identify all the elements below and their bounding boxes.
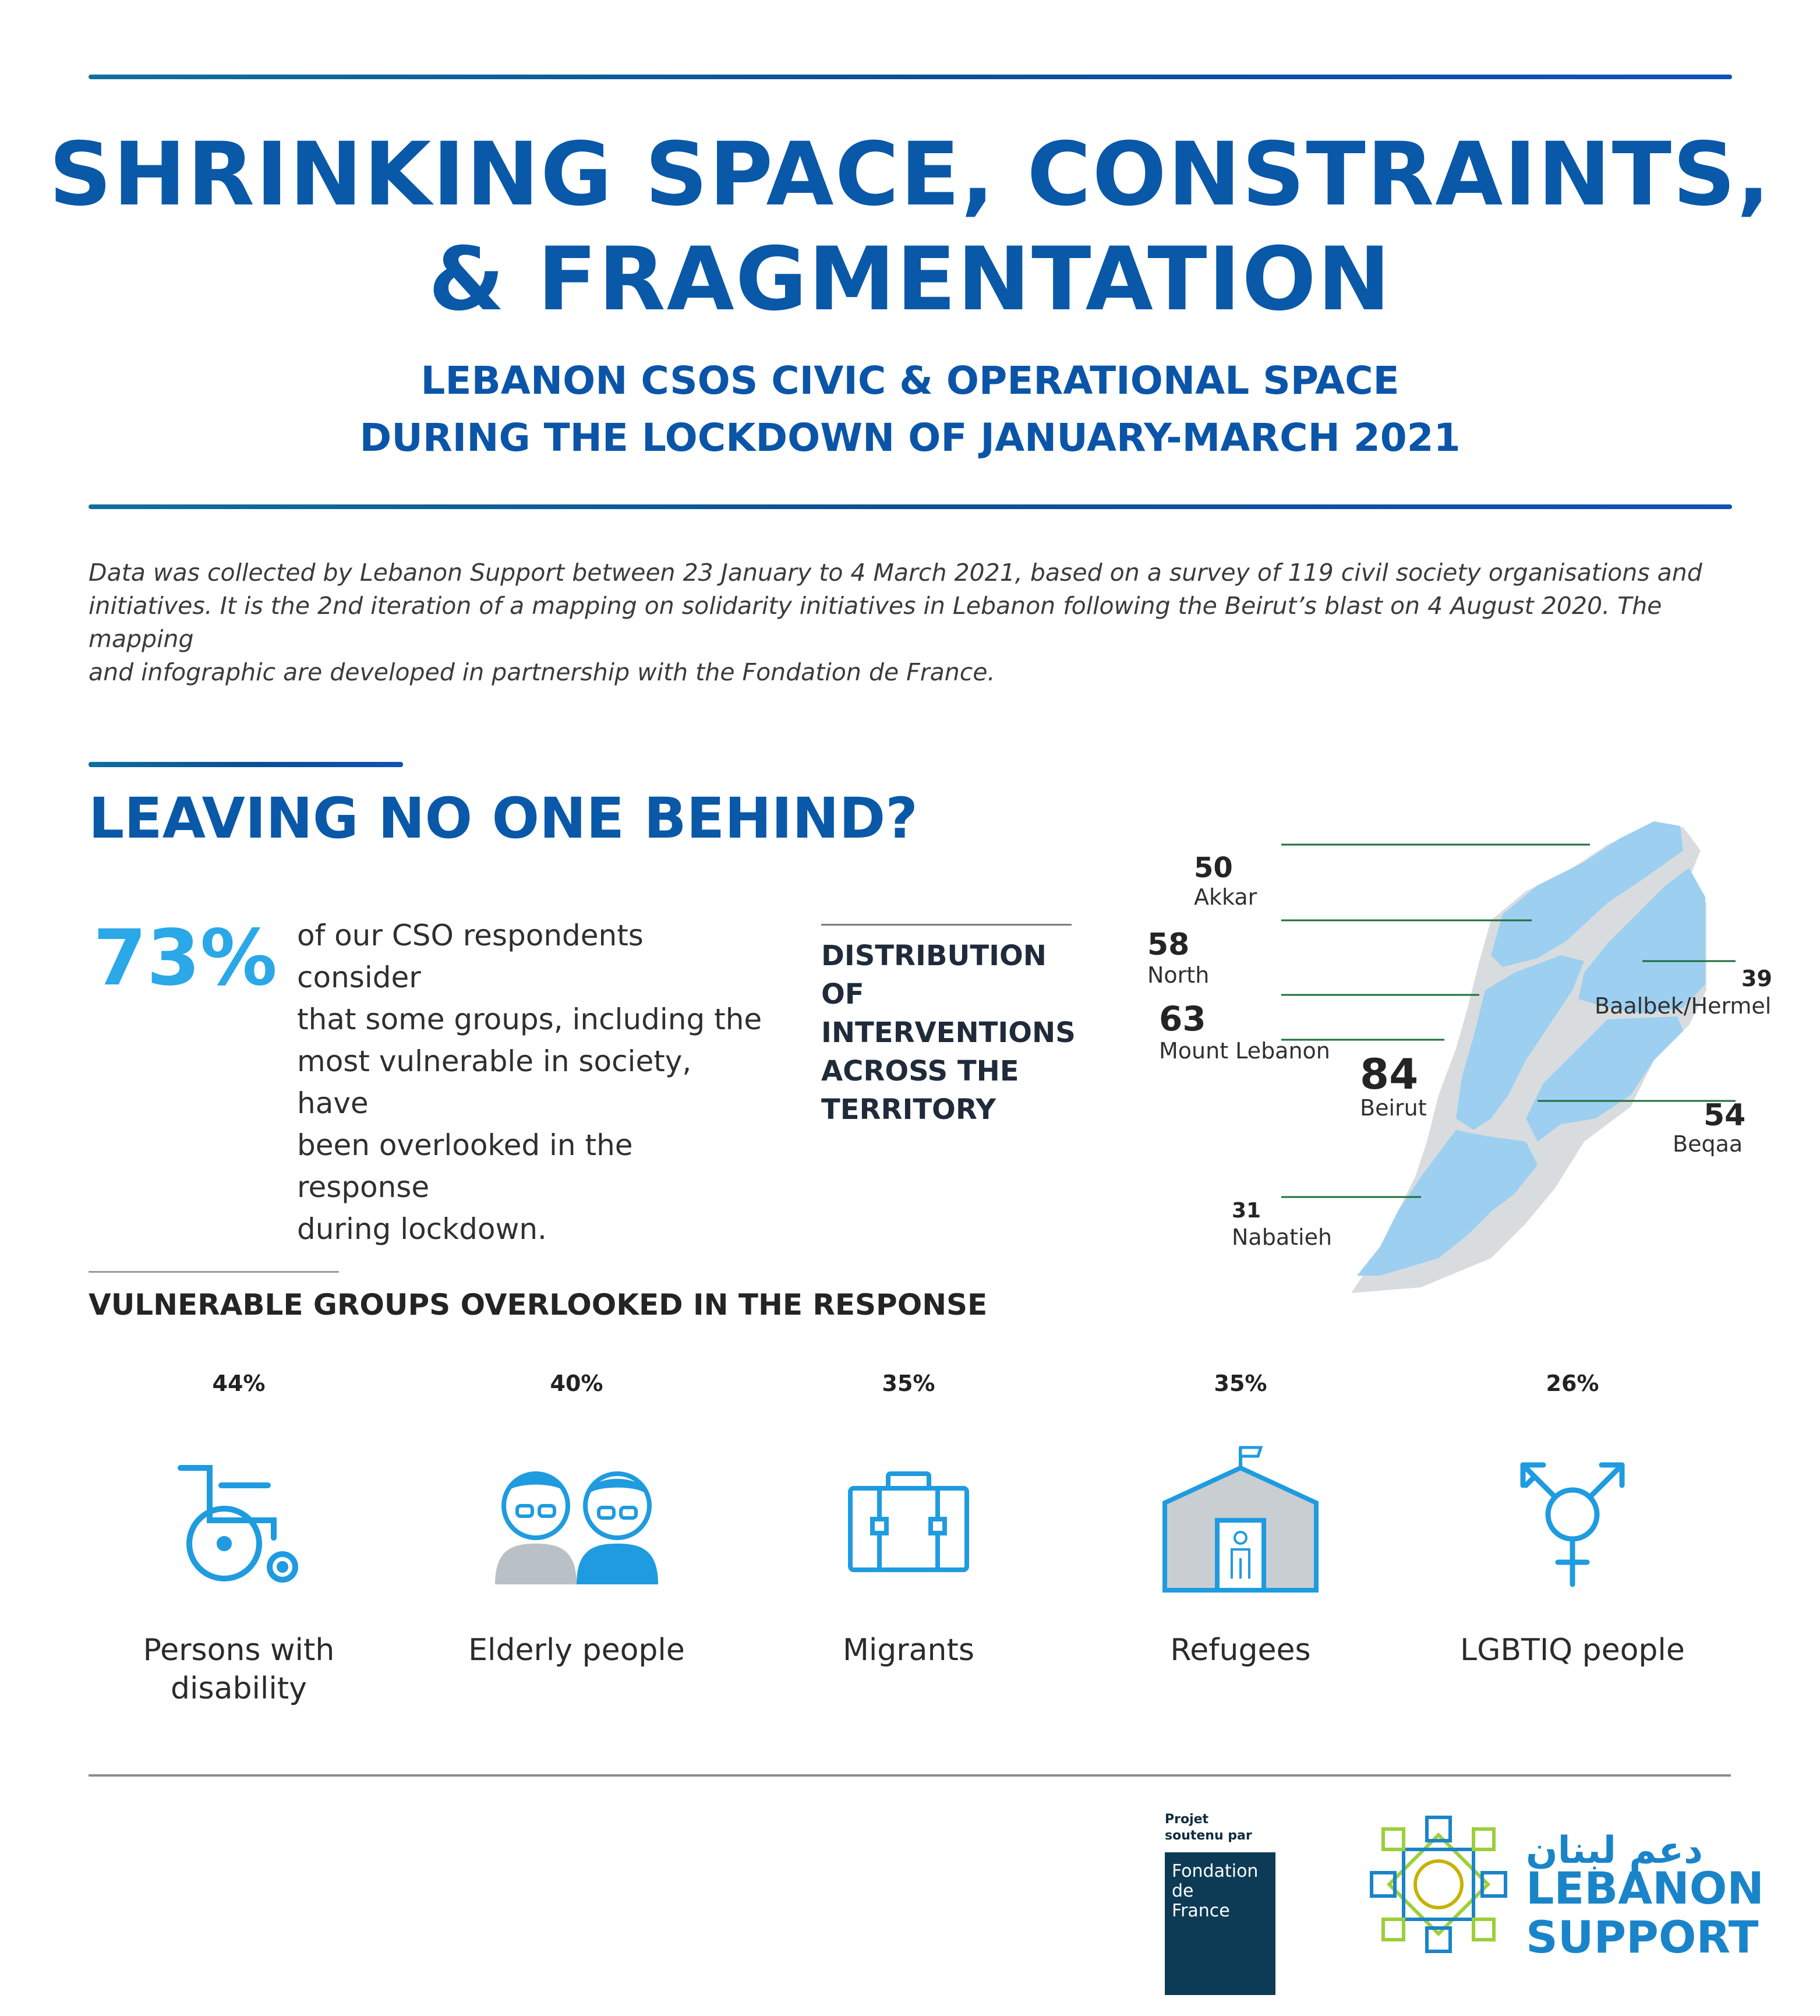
- section-rule: [89, 762, 403, 767]
- distribution-title-line: DISTRIBUTION OF: [821, 940, 1047, 1011]
- group-label: [1077, 1631, 1404, 1669]
- fondation-line: Fondation: [1172, 1861, 1259, 1881]
- group-label-line: Persons with: [143, 1633, 335, 1668]
- map-label-akkar: Akkar: [1194, 884, 1257, 910]
- distribution-title-line: INTERVENTIONS: [821, 1016, 1076, 1049]
- map-value-mount-lebanon: 63: [1159, 999, 1206, 1039]
- group-percent: 26%: [1546, 1371, 1599, 1396]
- group-percent: 35%: [882, 1371, 935, 1396]
- subtitle-line1: LEBANON CSOS CIVIC & OPERATIONAL SPACE: [420, 358, 1400, 403]
- map-value-baalbek: 39: [1741, 966, 1772, 991]
- distribution-title: [821, 937, 1095, 1129]
- refugee-tent-icon: [1077, 1433, 1404, 1608]
- intro-line: and infographic are developed in partnership with the Fondation de France.: [89, 658, 995, 686]
- map-label-nabatieh: Nabatieh: [1232, 1224, 1333, 1250]
- top-rule: [89, 75, 1732, 79]
- group-percent: 35%: [1214, 1371, 1267, 1396]
- footer-rule: [89, 1774, 1731, 1777]
- percent-description: [297, 915, 763, 1250]
- percent-text-line: during lockdown.: [297, 1212, 547, 1246]
- distribution-title-line: ACROSS THE: [821, 1055, 1019, 1088]
- distribution-rule: [821, 924, 1072, 926]
- map-label-mount-lebanon: Mount Lebanon: [1159, 1038, 1330, 1064]
- groups-title: VULNERABLE GROUPS OVERLOOKED IN THE RESPONSE: [89, 1288, 988, 1322]
- fondation-line: France: [1172, 1901, 1230, 1921]
- percent-text-line: been overlooked in the response: [297, 1128, 633, 1204]
- group-percent: 40%: [550, 1371, 603, 1396]
- page-title-line2: & FRAGMENTATION: [428, 229, 1392, 330]
- map-value-north: 58: [1147, 927, 1190, 962]
- lebanon-support-logo-text: [1526, 1864, 1764, 1962]
- subtitle-line2: DURING THE LOCKDOWN OF JANUARY-MARCH 2021: [359, 415, 1461, 460]
- transgender-symbol-icon: [1409, 1433, 1736, 1608]
- map-label-north: North: [1147, 962, 1210, 988]
- logo-line: SUPPORT: [1526, 1911, 1759, 1963]
- percent-text-line: most vulnerable in society, have: [297, 1044, 692, 1120]
- supported-by-line: Projet: [1165, 1812, 1209, 1827]
- fondation-de-france-logo: [1165, 1852, 1275, 1995]
- fondation-line: de: [1172, 1881, 1194, 1901]
- big-percent: 73%: [93, 913, 277, 1003]
- distribution-title-line: TERRITORY: [821, 1093, 996, 1126]
- percent-text-line: of our CSO respondents consider: [297, 919, 644, 994]
- logo-arabic-text: دعم لبنان: [1526, 1829, 1703, 1872]
- group-label-line: Refugees: [1170, 1633, 1311, 1668]
- intro-line: Data was collected by Lebanon Support between 23 January to 4 March 2021, based on a survey of 119 civil society organisations and: [89, 559, 1702, 587]
- header-bottom-rule: [89, 504, 1732, 509]
- group-percent: 44%: [212, 1371, 266, 1396]
- map-value-beqaa: 54: [1704, 1098, 1746, 1133]
- map-label-baalbek: Baalbek/Hermel: [1595, 993, 1772, 1019]
- group-lgbtiq: [1409, 1369, 1736, 1669]
- lebanon-map: [1281, 815, 1736, 1305]
- page-title-line1: SHRINKING SPACE, CONSTRAINTS,: [48, 124, 1772, 225]
- intro-paragraph: [89, 556, 1731, 689]
- supported-by-text: [1165, 1812, 1252, 1844]
- map-value-akkar: 50: [1194, 852, 1233, 884]
- intro-line: initiatives. It is the 2nd iteration of a mapping on solidarity initiatives in Lebanon following the Beirut’s blast on 4 August 2020. The mapping: [89, 592, 1662, 653]
- groups-rule: [89, 1271, 339, 1273]
- group-label-line: Migrants: [842, 1633, 974, 1668]
- suitcase-icon: [745, 1433, 1072, 1608]
- group-label: [1409, 1631, 1736, 1669]
- group-disability: [76, 1369, 402, 1708]
- supported-by-line: soutenu par: [1165, 1828, 1252, 1843]
- map-value-beirut: 84: [1360, 1050, 1419, 1099]
- percent-text-line: that some groups, including the: [297, 1002, 762, 1036]
- map-label-beirut: Beirut: [1360, 1095, 1427, 1121]
- group-label: [414, 1631, 740, 1669]
- map-value-nabatieh: 31: [1232, 1199, 1261, 1223]
- group-label: [76, 1631, 402, 1708]
- group-elderly: [414, 1369, 740, 1669]
- lebanon-support-emblem-icon: [1363, 1809, 1514, 1960]
- map-label-beqaa: Beqaa: [1673, 1131, 1743, 1157]
- section-title: LEAVING NO ONE BEHIND?: [89, 786, 918, 851]
- group-label-line: Elderly people: [468, 1633, 685, 1668]
- group-label-line: LGBTIQ people: [1460, 1633, 1685, 1668]
- group-label-line: disability: [171, 1671, 307, 1706]
- group-label: [745, 1631, 1072, 1669]
- group-migrants: [745, 1369, 1072, 1669]
- elderly-people-icon: [414, 1433, 740, 1608]
- group-refugees: [1077, 1369, 1404, 1669]
- wheelchair-icon: [76, 1433, 402, 1608]
- logo-line: LEBANON: [1526, 1862, 1764, 1914]
